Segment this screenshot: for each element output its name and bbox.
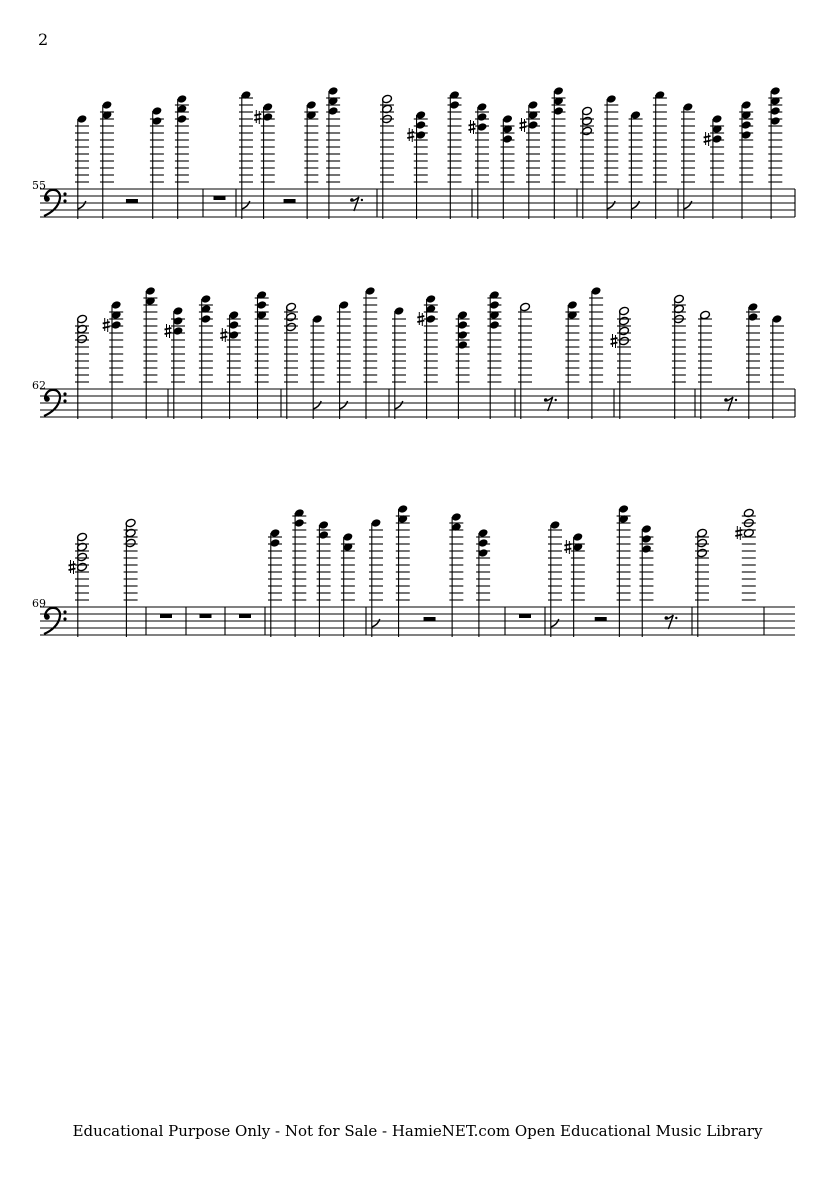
ledger-lines	[396, 516, 410, 600]
rest	[519, 614, 531, 618]
ledger-lines	[487, 298, 501, 382]
chord	[582, 106, 593, 219]
chord	[451, 512, 462, 637]
chord	[145, 286, 156, 419]
ledger-lines	[392, 319, 406, 382]
rest	[284, 199, 296, 203]
ledger-lines	[150, 119, 164, 182]
rest	[160, 614, 172, 618]
sharp-icon	[564, 540, 571, 554]
rest	[544, 397, 557, 411]
chord	[165, 306, 184, 419]
ledger-lines	[617, 516, 631, 600]
chord	[101, 100, 112, 219]
chord	[125, 518, 136, 637]
chord	[673, 294, 684, 419]
rest	[214, 196, 226, 200]
note	[654, 90, 665, 219]
ledger-lines	[310, 326, 324, 382]
chord	[417, 294, 436, 419]
ledger-lines	[548, 530, 562, 600]
rest	[126, 199, 138, 203]
note	[241, 90, 252, 219]
ledger-lines	[448, 98, 462, 182]
ledger-lines	[75, 544, 89, 600]
sharp-icon	[704, 132, 711, 146]
ledger-lines	[449, 523, 463, 600]
chord	[567, 300, 578, 419]
page-number: 2	[38, 30, 49, 49]
sharp-icon	[611, 334, 618, 348]
chord	[520, 100, 539, 219]
note	[606, 94, 617, 219]
ledger-lines	[261, 112, 275, 182]
ledger-lines	[317, 530, 331, 600]
chord	[200, 294, 211, 419]
ledger-lines	[518, 312, 532, 382]
chord	[489, 290, 500, 419]
ledger-lines	[284, 312, 298, 382]
chord	[328, 86, 339, 219]
chord	[176, 94, 187, 219]
sharp-icon	[735, 526, 742, 540]
ledger-lines	[565, 312, 579, 382]
chord	[741, 100, 752, 219]
chord	[306, 100, 317, 219]
rest	[200, 614, 212, 618]
chord	[641, 524, 652, 637]
chord	[553, 86, 564, 219]
ledger-lines	[746, 312, 760, 382]
rest	[350, 197, 363, 211]
rest	[724, 397, 737, 411]
chord	[735, 508, 754, 540]
ledger-lines	[75, 326, 89, 382]
staff-system-2	[40, 389, 795, 417]
ledger-lines	[363, 298, 377, 382]
ledger-lines	[653, 98, 667, 182]
chord	[103, 300, 122, 419]
ledger-lines	[100, 112, 114, 182]
ledger-lines	[292, 516, 306, 600]
chord	[449, 90, 460, 219]
measure-number-system-3: 69	[32, 597, 46, 610]
ledger-lines	[369, 530, 383, 600]
chord	[382, 94, 393, 219]
ledger-lines	[629, 119, 643, 182]
rest	[595, 617, 607, 621]
ledger-lines	[710, 126, 724, 182]
chord	[397, 504, 408, 637]
sharp-icon	[69, 560, 76, 574]
ledger-lines	[589, 298, 603, 382]
footer-text: Educational Purpose Only - Not for Sale - HamieNET.com Open Educational Music Library	[72, 1122, 763, 1140]
chord	[770, 86, 781, 219]
note	[371, 518, 382, 637]
ledger-lines	[604, 105, 618, 182]
rest	[424, 617, 436, 621]
ledger-lines	[475, 112, 489, 182]
note	[591, 286, 602, 419]
note	[365, 286, 376, 419]
ledger-lines	[571, 544, 585, 600]
sharp-icon	[469, 120, 476, 134]
rest	[665, 615, 678, 629]
sharp-icon	[407, 128, 414, 142]
ledger-lines	[341, 544, 355, 600]
staff-system-3	[40, 607, 795, 635]
ledger-lines	[255, 298, 269, 382]
note	[394, 306, 405, 419]
measure-number-system-2: 62	[32, 379, 46, 392]
ledger-lines	[681, 112, 695, 182]
ledger-lines	[304, 112, 318, 182]
sharp-icon	[417, 312, 424, 326]
chord	[618, 504, 629, 637]
ledger-lines	[698, 319, 712, 382]
sharp-icon	[520, 118, 527, 132]
sharp-icon	[254, 110, 261, 124]
note	[338, 300, 349, 419]
ledger-lines	[143, 298, 157, 382]
sharp-icon	[220, 328, 227, 342]
ledger-lines	[75, 126, 89, 182]
ledger-lines	[239, 98, 253, 182]
sharp-icon	[165, 324, 172, 338]
ledger-lines	[770, 326, 784, 382]
chord	[256, 290, 267, 419]
ledger-lines	[742, 516, 756, 600]
sharp-icon	[103, 318, 110, 332]
ledger-lines	[501, 126, 515, 182]
measure-number-system-1: 55	[32, 179, 46, 192]
chord	[611, 306, 630, 419]
ledger-lines	[337, 312, 351, 382]
rest	[239, 614, 251, 618]
chord	[294, 508, 305, 637]
chord	[151, 106, 162, 219]
